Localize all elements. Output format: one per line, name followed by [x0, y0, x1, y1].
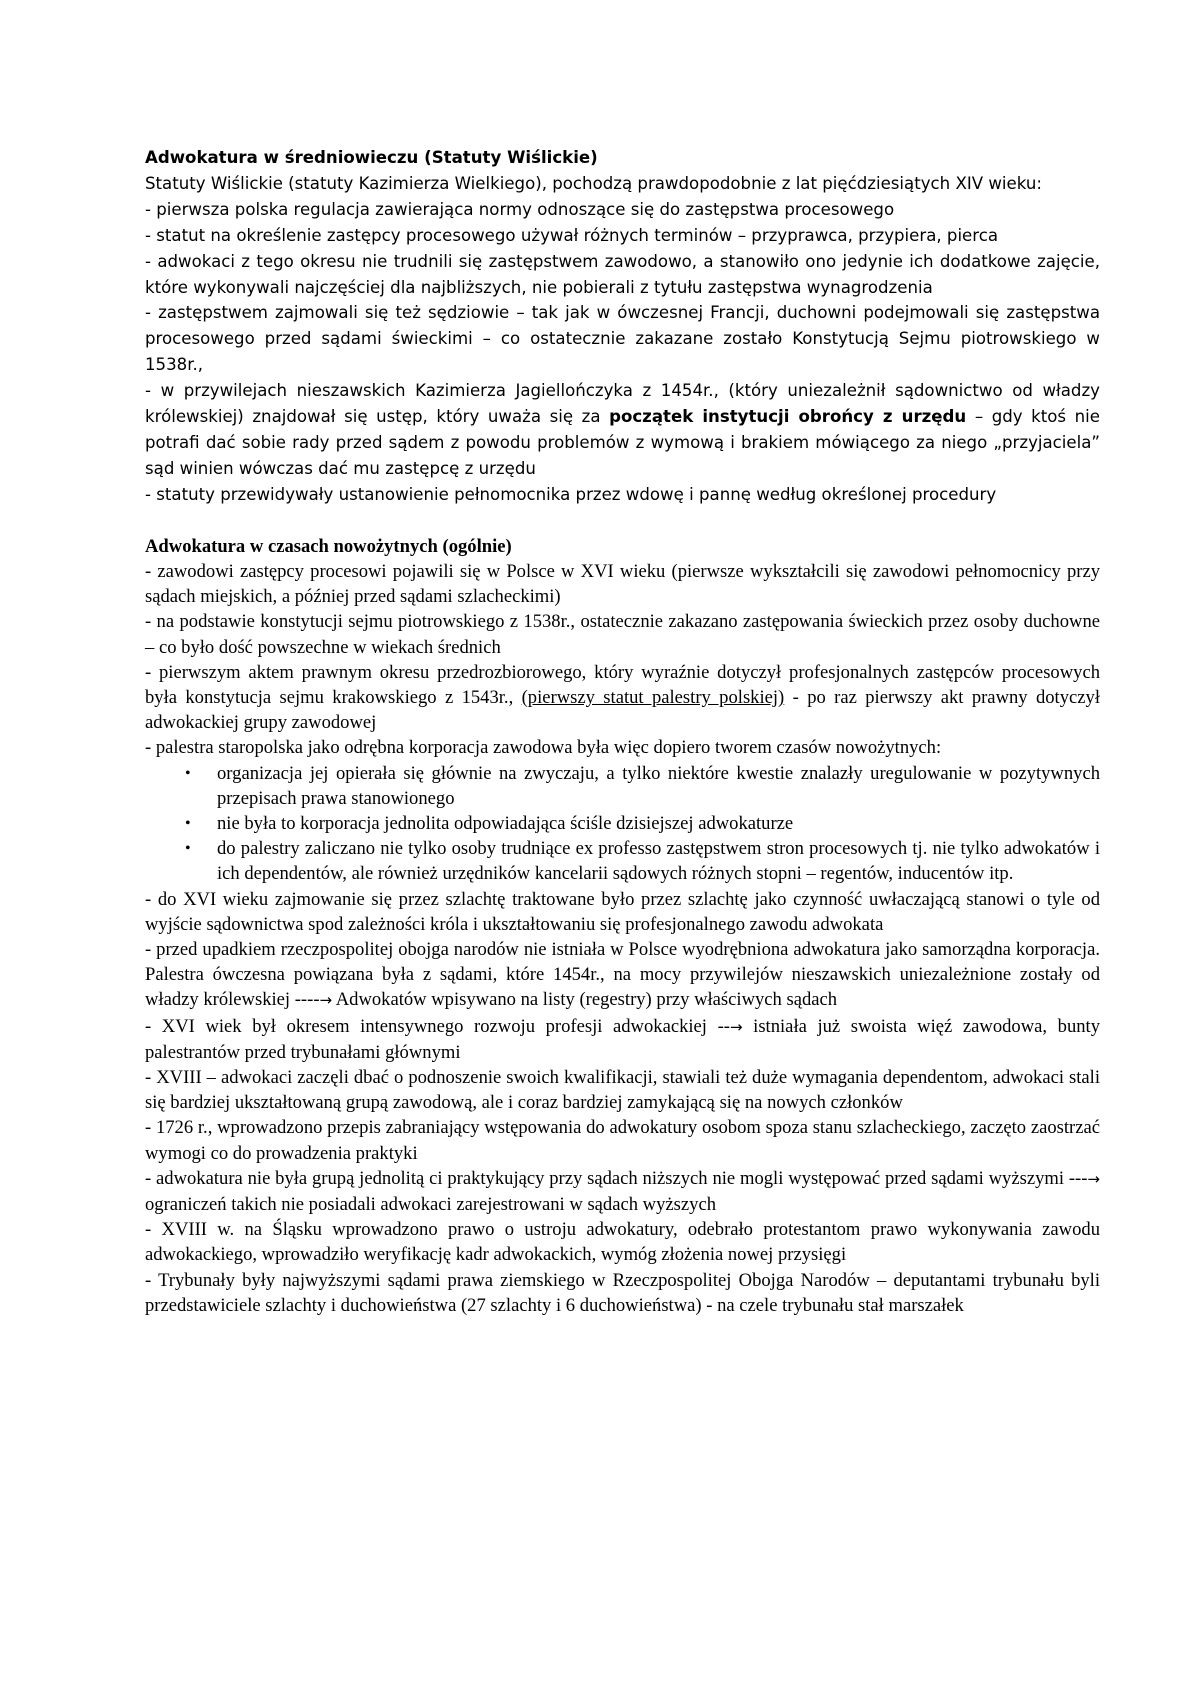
bullet-icon: •	[185, 814, 191, 832]
text-run: istniała już swoista więź zawodowa, bunty palestrantów przed trybunałami głównymi	[145, 1015, 1100, 1063]
document-page	[145, 145, 1100, 1318]
bullet-item	[145, 761, 1100, 811]
text-run: – gdy ktoś nie potrafi dać sobie rady przed sądem z powodu problemów z wymową i brakiem mówiącego za niego „przyjaciela” sąd winien wówczas dać mu zastępcę z urzędu	[145, 407, 1100, 478]
bullet-text: organizacja jej opierała się głównie na zwyczaju, a tylko niektóre kwestie znalazły uregulowanie w pozytywnych przepisach prawa stanowionego	[217, 762, 1100, 809]
list-item: - zastępstwem zajmowali się też sędziowie – tak jak w ówczesnej Francji, duchowni podejmowali się zastępstwa procesowego przed sądami świeckimi – co ostatecznie zakazane zostało Konstytucją Sejmu piotrowskiego w 1538r.,	[145, 303, 1100, 375]
list-item: - pierwsza polska regulacja zawierająca normy odnoszące się do zastępstwa procesowego	[145, 199, 895, 219]
text-run: - po raz pierwszy akt prawny dotyczył adwokackiej grupy zawodowej	[145, 686, 1100, 734]
section-title: Adwokatura w czasach nowożytnych (ogólnie)	[145, 535, 512, 557]
list-item: - 1726 r., wprowadzono przepis zabraniający wstępowania do adwokatury osobom spoza stanu szlacheckiego, zaczęto zaostrzać wymogi co do prowadzenia praktyki	[145, 1117, 1100, 1164]
section-modern	[145, 534, 1100, 1318]
bullet-icon: •	[185, 764, 191, 782]
list-item: - do XVI wieku zajmowanie się przez szlachtę traktowane było przez szlachtę jako czynność uwłaczającą stanowi o tyle od wyjście sądownictwa spod zależności króla i ukształtowaniu się profesjonalnego zawodu adwokata	[145, 888, 1100, 935]
arrow-right-icon: →	[1087, 1169, 1100, 1188]
list-item: - Trybunały były najwyższymi sądami prawa ziemskiego w Rzeczpospolitej Obojga Narodów – deputantami trybunału byli przedstawiciele szlachty i duchowieństwa (27 szlachty i 6 duchowieństwa) - na czele trybunału stał marszałek	[145, 1269, 1100, 1316]
list-item	[145, 660, 1100, 736]
list-item	[145, 1014, 1100, 1065]
bullet-icon: •	[185, 840, 191, 858]
list-item	[145, 1166, 1100, 1217]
list-item: - adwokaci z tego okresu nie trudnili się zastępstwem zawodowo, a stanowiło ono jedynie ich dodatkowe zajęcie, które wykonywali najczęściej dla najbliższych, nie pobierali z tytułu zastępstwa wynagrodzenia	[145, 251, 1100, 297]
list-item: - na podstawie konstytucji sejmu piotrowskiego z 1538r., ostatecznie zakazano zastępowania świeckich przez osoby duchowne – co było dość powszechne w wiekach średnich	[145, 611, 1100, 658]
text-run: - pierwszym aktem prawnym okresu przedrozbiorowego, który wyraźnie dotyczył profesjonalnych zastępców procesowych była konstytucja sejmu krakowskiego z 1543r.,	[145, 661, 1100, 708]
bullet-item	[145, 836, 1100, 886]
arrow-right-icon: →	[729, 1017, 743, 1036]
list-item: - XVIII – adwokaci zaczęli dbać o podnoszenie swoich kwalifikacji, stawiali też duże wymagania dependentom, adwokaci stali się bardziej ukształtowaną grupą zawodową, ale i coraz bardziej zamykającą się na nowych członków	[145, 1066, 1100, 1114]
section-title: Adwokatura w średniowieczu (Statuty Wiślickie)	[145, 148, 598, 167]
list-item	[145, 378, 1100, 482]
underlined-phrase: (pierwszy statut palestry polskiej)	[521, 686, 785, 708]
text-run: ograniczeń takich nie posiadali adwokaci zarejestrowani w sądach wyższych	[145, 1193, 716, 1215]
bullet-text: do palestry zaliczano nie tylko osoby trudniące ex professo zastępstwem stron procesowych tj. nie tylko adwokatów i ich dependentów, ale również urzędników kancelarii sądowych różnych stopni – regentów, inducentów itp.	[217, 838, 1100, 885]
text-run: - w przywilejach nieszawskich Kazimierza Jagiellończyka z 1454r., (który uniezależnił sądownictwo od władzy królewskiej) znajdował się ustęp, który uważa się za	[145, 381, 1100, 427]
list-item: - statuty przewidywały ustanowienie pełnomocnika przez wdowę i pannę według określonej procedury	[145, 484, 997, 504]
text-run: Adwokatów wpisywano na listy (regestry) przy właściwych sądach	[332, 989, 838, 1011]
section-medieval	[145, 145, 1100, 508]
arrow-right-icon: →	[319, 991, 333, 1010]
bullet-item	[145, 811, 1100, 836]
bullet-text: nie była to korporacja jednolita odpowiadająca ściśle dzisiejszej adwokaturze	[217, 812, 794, 834]
bullet-list	[145, 761, 1100, 887]
list-item: - statut na określenie zastępcy procesowego używał różnych terminów – przyprawca, przypiera, pierca	[145, 225, 999, 245]
text-run: - adwokatura nie była grupą jednolitą ci praktykujący przy sądach niższych nie mogli występować przed sądami wyższymi ---	[145, 1167, 1088, 1189]
paragraph-intro: Statuty Wiślickie (statuty Kazimierza Wielkiego), pochodzą prawdopodobnie z lat pięćdziesiątych XIV wieku:	[145, 173, 1042, 193]
bold-phrase: początek instytucji obrońcy z urzędu	[609, 407, 967, 427]
list-item	[145, 937, 1100, 1014]
list-item: - palestra staropolska jako odrębna korporacja zawodowa była więc dopiero tworem czasów nowożytnych:	[145, 737, 942, 759]
list-item: - XVIII w. na Śląsku wprowadzono prawo o ustroju adwokatury, odebrało protestantom prawo wykonywania zawodu adwokackiego, wprowadziło weryfikację kadr adwokackich, wymóg złożenia nowej przysięgi	[145, 1219, 1100, 1266]
list-item: - zawodowi zastępcy procesowi pojawili się w Polsce w XVI wieku (pierwsze wykształcili się zawodowi pełnomocnicy przy sądach miejskich, a później przed sądami szlacheckimi)	[145, 560, 1100, 608]
text-run: - przed upadkiem rzeczpospolitej obojga narodów nie istniała w Polsce wyodrębniona adwokatura jako samorządna korporacja. Palestra ówczesna powiązana była z sądami, które 1454r., na mocy przywilejów nieszawskich uniezależnione zostały od władzy królewskiej ----	[145, 938, 1100, 1011]
text-run: - XVI wiek był okresem intensywnego rozwoju profesji adwokackiej --	[145, 1015, 730, 1037]
